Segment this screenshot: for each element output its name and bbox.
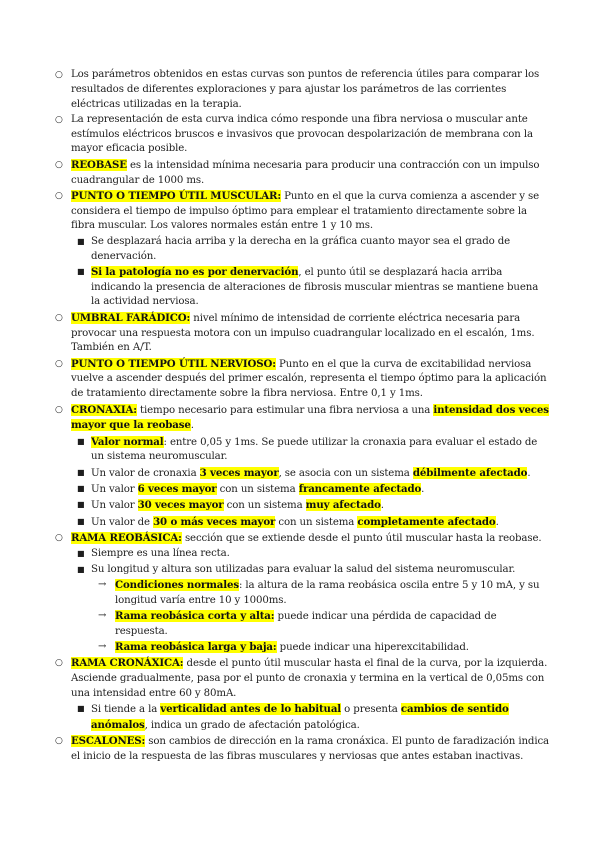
- text-run: Los parámetros obtenidos en estas curvas son puntos de referencia útiles para comparar los resultados de diferentes exploraciones y para ajustar los parámetros de las corrientes eléctricas utilizadas en la terapia.: [71, 69, 540, 110]
- list-item-level-2: [55, 702, 550, 734]
- circle-bullet-icon: ○: [55, 190, 63, 201]
- highlighted-term: PUNTO O TIEMPO ÚTIL MUSCULAR:: [71, 189, 282, 202]
- text-run: .: [190, 420, 194, 432]
- text-run: , indica un grado de afectación patológica.: [144, 719, 360, 731]
- text-run: Un valor: [91, 484, 138, 496]
- square-bullet-icon: ■: [77, 266, 85, 276]
- list-item-text: [91, 484, 424, 495]
- text-run: , se asocia con un sistema: [278, 467, 413, 479]
- list-item-level-2: [55, 435, 550, 466]
- highlighted-term: francamente afectado: [298, 483, 422, 496]
- highlighted-term: verticalidad antes de lo habitual: [160, 703, 342, 716]
- highlighted-term: cambios de sentido anómalos: [91, 703, 509, 731]
- highlighted-term: UMBRAL FARÁDICO:: [71, 311, 191, 324]
- list-item-text: [71, 114, 533, 155]
- list-item-level-3: [55, 609, 550, 640]
- square-bullet-icon: ■: [77, 467, 85, 477]
- text-run: .: [527, 467, 531, 479]
- highlighted-term: Valor normal: [91, 435, 164, 448]
- text-run: Un valor de: [91, 516, 154, 528]
- circle-bullet-icon: ○: [55, 404, 63, 415]
- text-run: es la intensidad mínima necesaria para producir una contracción con un impulso cuadrangular de 1000 ms.: [71, 159, 540, 186]
- list-item-level-2: [55, 466, 550, 482]
- square-bullet-icon: ■: [77, 500, 85, 510]
- highlighted-term: REOBASE: [71, 158, 127, 171]
- list-item-text: [91, 437, 537, 463]
- highlighted-term: ESCALONES:: [71, 735, 146, 748]
- list-item-level-3: [55, 640, 550, 656]
- list-item-text: [91, 548, 230, 559]
- highlighted-term: Rama reobásica corta y alta:: [115, 609, 275, 622]
- highlighted-term: 30 o más veces mayor: [153, 515, 276, 528]
- arrow-bullet-icon: →: [98, 640, 107, 652]
- square-bullet-icon: ■: [77, 549, 85, 559]
- text-run: con un sistema: [275, 516, 358, 528]
- text-run: Se desplazará hacia arriba y la derecha en la gráfica cuanto mayor sea el grado de denervación.: [91, 235, 511, 262]
- list-item-text: [91, 500, 384, 511]
- list-item-level-2: [55, 547, 550, 562]
- text-run: sección que se extiende desde el punto útil muscular hasta la reobase.: [181, 532, 542, 544]
- list-item-level-1: [55, 357, 550, 402]
- text-run: .: [495, 516, 499, 528]
- list-item-text: [91, 517, 499, 528]
- list-item-level-1: [55, 734, 550, 765]
- highlighted-term: completamente afectado: [357, 515, 496, 528]
- text-run: : entre 0,05 y 1ms. Se puede utilizar la cronaxia para evaluar el estado de un sistema neuromuscular.: [91, 436, 538, 463]
- square-bullet-icon: ■: [77, 236, 85, 246]
- highlighted-term: PUNTO O TIEMPO ÚTIL NERVIOSO:: [71, 357, 276, 370]
- text-run: con un sistema: [216, 484, 299, 496]
- text-run: Si tiende a la: [91, 704, 161, 716]
- list-item-text: [71, 191, 539, 232]
- list-item-text: [115, 611, 497, 637]
- highlighted-term: CRONAXIA:: [71, 403, 137, 416]
- highlighted-term: 30 veces mayor: [137, 499, 224, 512]
- text-run: : la altura de la rama reobásica oscila entre 5 y 10 mA, y su longitud varía entre 10 y 1000ms.: [115, 579, 540, 606]
- list-item-level-2: [55, 515, 550, 531]
- list-item-level-1: [55, 189, 550, 234]
- square-bullet-icon: ■: [77, 484, 85, 494]
- square-bullet-icon: ■: [77, 704, 85, 714]
- highlighted-term: intensidad dos veces mayor que la reobase: [71, 403, 549, 432]
- circle-bullet-icon: ○: [55, 736, 63, 747]
- circle-bullet-icon: ○: [55, 114, 63, 125]
- highlighted-term: Rama reobásica larga y baja:: [115, 640, 277, 653]
- list-item-level-1: [55, 656, 550, 701]
- highlighted-term: 3 veces mayor: [199, 466, 279, 479]
- list-item-text: [71, 533, 542, 544]
- list-item-text: [71, 359, 546, 400]
- text-run: son cambios de dirección en la rama cronáxica. El punto de faradización indica el inicio de la respuesta de las fibras musculares y nerviosas que antes estaban inactivas.: [71, 736, 550, 763]
- list-item-level-2: [55, 265, 550, 310]
- list-item-text: [115, 580, 539, 606]
- square-bullet-icon: ■: [77, 436, 85, 446]
- list-item-text: [91, 564, 515, 575]
- notes-list: [55, 68, 550, 765]
- circle-bullet-icon: ○: [55, 159, 63, 170]
- list-item-level-3: [55, 578, 550, 609]
- text-run: , el punto útil se desplazará hacia arriba indicando la presencia de alteraciones de fibrosis muscular mientras se mantiene buena la actividad nerviosa.: [91, 266, 539, 308]
- list-item-level-1: [55, 113, 550, 157]
- list-item-text: [71, 160, 539, 186]
- list-item-text: [71, 736, 549, 762]
- highlighted-term: débilmente afectado: [412, 466, 528, 479]
- text-run: Un valor: [91, 500, 138, 512]
- highlighted-term: Condiciones normales: [115, 578, 239, 591]
- text-run: tiempo necesario para estimular una fibra nerviosa a una: [136, 404, 434, 416]
- text-run: o presenta: [341, 704, 401, 716]
- list-item-level-1: [55, 68, 550, 112]
- list-item-text: [91, 236, 510, 262]
- text-run: Su longitud y altura son utilizadas para evaluar la salud del sistema neuromuscular.: [91, 563, 516, 575]
- list-item-level-2: [55, 482, 550, 498]
- circle-bullet-icon: ○: [55, 532, 63, 543]
- circle-bullet-icon: ○: [55, 658, 63, 669]
- circle-bullet-icon: ○: [55, 70, 63, 80]
- text-run: puede indicar una pérdida de capacidad de respuesta.: [115, 610, 497, 637]
- highlighted-term: RAMA CRONÁXICA:: [71, 657, 184, 670]
- text-run: nivel mínimo de intensidad de corriente eléctrica necesaria para provocar una respuesta motora con un impulso cuadrangular localizado en el escalón, 1ms. También en A/T.: [71, 312, 535, 354]
- highlighted-term: muy afectado: [305, 499, 381, 512]
- list-item-level-1: [55, 531, 550, 547]
- list-item-text: [91, 468, 530, 479]
- arrow-bullet-icon: →: [98, 578, 107, 590]
- list-item-level-2: [55, 235, 550, 265]
- text-run: .: [380, 500, 384, 512]
- list-item-text: [71, 69, 539, 110]
- list-item-level-2: [55, 563, 550, 578]
- square-bullet-icon: ■: [77, 564, 85, 574]
- list-item-text: [115, 642, 469, 653]
- circle-bullet-icon: ○: [55, 358, 63, 369]
- text-run: Punto en el que la curva comienza a ascender y se considera el tiempo de impulso óptimo para emplear el tratamiento directamente sobre la fibra muscular. Los valores normales están entre 1 y 10 ms.: [71, 190, 540, 232]
- text-run: .: [421, 484, 425, 496]
- text-run: Punto en el que la curva de excitabilidad nerviosa vuelve a ascender después del primer escalón, representa el tiempo óptimo para la aplicación de tratamiento directamente sobre la fibra nerviosa. Entre 0,1 y 1ms.: [71, 358, 547, 400]
- list-item-text: [91, 267, 538, 308]
- list-item-text: [71, 313, 534, 354]
- highlighted-term: RAMA REOBÁSICA:: [71, 531, 182, 544]
- list-item-level-1: [55, 403, 550, 435]
- circle-bullet-icon: ○: [55, 312, 63, 323]
- list-item-level-1: [55, 158, 550, 189]
- text-run: Siempre es una línea recta.: [91, 548, 230, 560]
- list-item-level-2: [55, 498, 550, 514]
- text-run: puede indicar una hiperexcitabilidad.: [276, 641, 469, 653]
- text-run: desde el punto útil muscular hasta el final de la curva, por la izquierda. Asciende gradualmente, pasa por el punto de cronaxia y termina en la vertical de 0,05ms con una intensidad entre 60 y 80mA.: [71, 658, 548, 699]
- text-run: Un valor de cronaxia: [91, 467, 200, 479]
- list-item-text: [71, 658, 547, 699]
- square-bullet-icon: ■: [77, 516, 85, 526]
- highlighted-term: 6 veces mayor: [137, 483, 217, 496]
- list-item-level-1: [55, 311, 550, 356]
- arrow-bullet-icon: →: [98, 609, 107, 621]
- list-item-text: [91, 704, 509, 731]
- text-run: con un sistema: [223, 500, 306, 512]
- highlighted-term: Si la patología no es por denervación: [91, 265, 299, 278]
- list-item-text: [71, 405, 549, 432]
- text-run: La representación de esta curva indica cómo responde una fibra nerviosa o muscular ante estímulos eléctricos bruscos e invasivos que provocan despolarización de membrana con la mayor eficacia posible.: [71, 113, 533, 155]
